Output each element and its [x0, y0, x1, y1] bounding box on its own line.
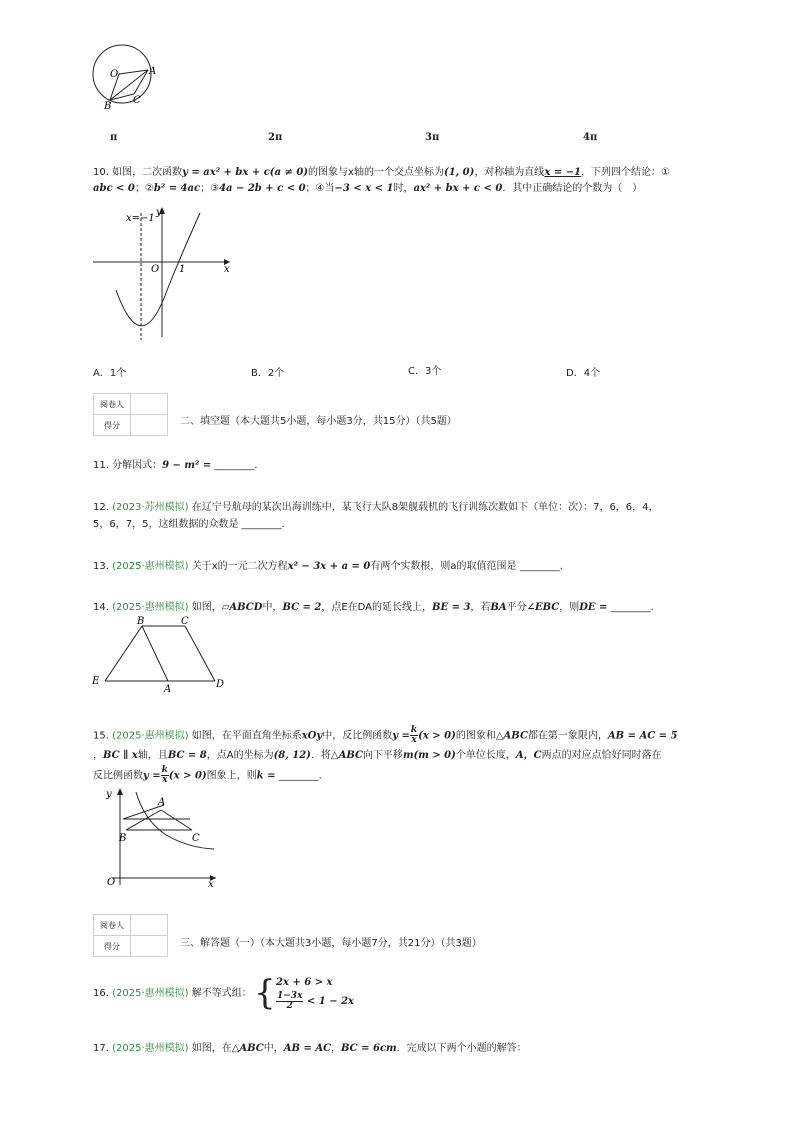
- q9-label-a: A: [149, 66, 157, 77]
- q15-number: 15.: [93, 730, 109, 742]
- q15-end: ．: [318, 770, 329, 782]
- q16-denominator: 2: [286, 1001, 293, 1011]
- q10-axis: x = −1: [544, 167, 581, 178]
- q16-number: 16.: [93, 988, 109, 999]
- q14-ba: BA: [490, 602, 507, 613]
- q14-text3: ，点E在DA的延长线上，: [321, 602, 433, 613]
- q11-text: 分解因式：: [112, 460, 163, 471]
- score-cell-2[interactable]: [131, 936, 168, 957]
- q15-y2: y =: [143, 770, 161, 782]
- q10-text1d: ，下列四个结论：①: [580, 167, 670, 178]
- q14-blank[interactable]: ________: [610, 602, 651, 613]
- score-box-section3: [93, 914, 168, 957]
- q16-line1: 2x + 6 > x: [276, 977, 333, 988]
- reviewer-cell-2[interactable]: [131, 915, 168, 936]
- q15-x-label: x: [208, 879, 214, 890]
- q10-option-c[interactable]: C．3个: [408, 366, 442, 377]
- q10-stmt2: b² = 4ac: [153, 183, 201, 194]
- q10-text1c: ，对称轴为直线: [474, 167, 545, 178]
- q9-option-a[interactable]: π: [110, 132, 118, 143]
- q14-text2: 中，: [262, 602, 283, 613]
- q15-xoy: xOy: [301, 730, 323, 742]
- q15-condition: (x > 0): [418, 730, 456, 742]
- q17-text2: 中，: [263, 1043, 284, 1054]
- q17-text3: ，: [331, 1043, 342, 1054]
- q10-y-label: y: [156, 207, 162, 218]
- q16-line2: [276, 992, 354, 1011]
- q13-number: 13.: [93, 561, 109, 572]
- q12-source-tag: (2023·苏州模拟): [112, 502, 189, 513]
- q14-text5: 平分: [506, 602, 527, 613]
- q10-x-label: x: [224, 264, 230, 275]
- reviewer-label-2: 阅卷人: [94, 915, 131, 936]
- q15-label-b: B: [119, 833, 127, 844]
- q14-angle: ∠EBC: [526, 602, 560, 613]
- score-label: 得分: [94, 415, 131, 436]
- q15-text8: ．将: [310, 750, 331, 761]
- q15-text5: ，: [93, 750, 103, 761]
- q15-line2: [93, 749, 662, 763]
- q17-text4: ．完成以下两个小题的解答：: [396, 1043, 527, 1054]
- q17: [93, 1042, 527, 1056]
- q14-parallelogram: ▱ABCD: [221, 602, 263, 613]
- q12-text2: 5，6，7，5，这组数据的众数是: [93, 519, 239, 530]
- q15-text7: ，点A的坐标为: [206, 750, 274, 761]
- q14-text1: 如图，: [191, 602, 222, 613]
- q9-option-b[interactable]: 2π: [268, 132, 283, 143]
- q9-label-c: C: [133, 95, 141, 106]
- q10-sep3: ；③: [200, 183, 220, 194]
- q9-label-o: O: [110, 69, 119, 80]
- q14-label-d: D: [216, 679, 225, 690]
- q10-line1: [93, 166, 670, 180]
- q16-rhs: < 1 − 2x: [306, 996, 355, 1007]
- q14-text4: ，若: [470, 602, 491, 613]
- q17-triangle: △ABC: [231, 1043, 264, 1054]
- score-box-section2: [93, 393, 168, 436]
- q15-k: k: [410, 725, 418, 735]
- section2-heading: 二、填空题（本大题共5小题，每小题3分，共15分）（共5题）: [180, 416, 457, 427]
- q12-line1: [93, 501, 659, 515]
- q10-option-d[interactable]: D．4个: [566, 368, 601, 379]
- q10-equation: y = ax² + bx + c(a ≠ 0): [182, 167, 309, 178]
- score-label-2: 得分: [94, 936, 131, 957]
- q15-fraction: [410, 726, 418, 745]
- q15-k-eq: k =: [256, 770, 276, 782]
- q15-text1: 如图，在平面直角坐标系: [191, 730, 302, 742]
- q16-brace: {: [254, 973, 276, 1013]
- q15-triangle: △ABC: [495, 730, 528, 742]
- q14-number: 14.: [93, 602, 109, 613]
- q10-line2: [93, 182, 642, 196]
- q15-k2: k: [161, 765, 168, 775]
- q10-text1b: 的图象与x轴的一个交点坐标为: [308, 167, 444, 178]
- q14-end: ．: [650, 602, 661, 613]
- q15-line3: [93, 766, 329, 787]
- q10-sep4: ；④当: [305, 183, 335, 194]
- q11-number: 11.: [93, 460, 109, 471]
- q14-label-a: A: [164, 684, 172, 695]
- q15-source-tag: (2025·惠州模拟): [112, 730, 189, 742]
- q10-option-b[interactable]: B．2个: [251, 368, 285, 379]
- q9-option-d[interactable]: 4π: [583, 132, 598, 143]
- q13-equation: x² − 3x + a = 0: [287, 561, 371, 572]
- q16-source-tag: (2025·惠州模拟): [112, 988, 189, 999]
- q15-ab: AB = AC = 5: [607, 730, 678, 742]
- q15-ac: A，C: [515, 750, 542, 761]
- q12-number: 12.: [93, 502, 109, 513]
- q10-question: ．其中正确结论的个数为（ ）: [502, 183, 643, 194]
- q15-blank[interactable]: ________: [278, 770, 319, 782]
- q16-text: 解不等式组：: [191, 988, 252, 999]
- q17-ab: AB = AC: [283, 1043, 332, 1054]
- q15-text10: 个单位长度，: [455, 750, 516, 761]
- q15-text11: 两点的对应点恰好同时落在: [541, 750, 662, 761]
- q11: [93, 459, 264, 473]
- q10-parabola-graph: [90, 205, 240, 345]
- q15-label-a: A: [158, 797, 166, 808]
- q14-label-b: B: [137, 616, 145, 627]
- q15-fraction2: [161, 766, 169, 785]
- q13-source-tag: (2025·惠州模拟): [112, 561, 189, 572]
- q17-text1: 如图，在: [191, 1043, 232, 1054]
- q10-stmt1: abc < 0: [93, 183, 135, 194]
- q14-label-c: C: [181, 616, 189, 627]
- q17-source-tag: (2025·惠州模拟): [112, 1043, 189, 1054]
- q15-point: (8, 12): [273, 750, 311, 761]
- q14-bc: BC = 2: [282, 602, 322, 613]
- q15-text3: 的图象和: [455, 730, 496, 742]
- q17-bc: BC = 6cm: [341, 1043, 397, 1054]
- q10-number: 10.: [93, 167, 109, 178]
- q14-de: DE =: [579, 602, 608, 613]
- q9-label-b: B: [104, 101, 112, 112]
- q10-axis-label: x=−1: [126, 213, 155, 224]
- q15-coordinate-figure: [94, 785, 224, 890]
- q16-fraction: [276, 992, 303, 1011]
- q12-line2: [93, 518, 292, 532]
- q13-text1: 关于x的一元二次方程: [191, 561, 288, 572]
- q15-text4: 都在第一象限内，: [527, 730, 608, 742]
- q15-y: y =: [392, 730, 410, 742]
- q15-bc8: BC = 8: [167, 750, 207, 761]
- q15-text2: 中，反比例函数: [322, 730, 393, 742]
- q16-numerator: 1−3x: [277, 991, 303, 1001]
- score-cell[interactable]: [131, 415, 168, 436]
- q15-text12: 反比例函数: [93, 770, 143, 782]
- q15-bcx: BC ∥ x: [103, 750, 138, 761]
- q10-origin-label: O: [151, 264, 160, 275]
- q15-line1: [93, 726, 677, 747]
- q12-end: ．: [281, 519, 292, 530]
- q15-condition2: (x > 0): [168, 770, 207, 782]
- q13-text2: 有两个实数根，则a的取值范围是: [370, 561, 517, 572]
- q11-expression: 9 − m² =: [162, 460, 212, 471]
- q13-blank[interactable]: ________: [519, 561, 560, 572]
- q14-be: BE = 3: [432, 602, 471, 613]
- q10-range: −3 < x < 1: [334, 183, 394, 194]
- section3-heading: 三、解答题（一）（本大题共3小题，每小题7分，共21分）（共3题）: [180, 938, 482, 949]
- q17-number: 17.: [93, 1043, 109, 1054]
- q10-when: 时，: [393, 183, 414, 194]
- q12-blank[interactable]: ________: [241, 519, 282, 530]
- q13-end: ．: [559, 561, 570, 572]
- q15-x2: x: [162, 775, 168, 785]
- q14-label-e: E: [92, 676, 100, 687]
- q10-point: (1, 0): [443, 167, 475, 178]
- q10-one-label: 1: [179, 264, 186, 275]
- q14-source-tag: (2025·惠州模拟): [112, 602, 189, 613]
- q11-blank[interactable]: ________: [214, 460, 255, 471]
- q15-y-label: y: [106, 789, 112, 800]
- q10-ineq: ax² + bx + c < 0: [413, 183, 503, 194]
- q10-sep2: ；②: [134, 183, 154, 194]
- q10-option-a[interactable]: A．1个: [93, 368, 127, 379]
- reviewer-label: 阅卷人: [94, 394, 131, 415]
- q13: [93, 560, 570, 574]
- reviewer-cell[interactable]: [131, 394, 168, 415]
- q15-label-c: C: [192, 833, 200, 844]
- q14-parallelogram-figure: [88, 613, 238, 695]
- q15-text6: 轴，且: [137, 750, 168, 761]
- q15-triangle2: △ABC: [330, 750, 363, 761]
- q14-text6: ，则: [559, 602, 580, 613]
- q15-text13: 图象上，则: [206, 770, 257, 782]
- q15-label-o: O: [107, 877, 116, 888]
- q10-stmt3: 4a − 2b + c < 0: [219, 183, 306, 194]
- q10-text1: 如图，二次函数: [112, 167, 183, 178]
- q15-x: x: [411, 735, 417, 745]
- q15-m: m(m > 0): [402, 750, 456, 761]
- q16: [93, 987, 252, 1001]
- q11-end: ．: [254, 460, 265, 471]
- q9-option-c[interactable]: 3π: [425, 132, 440, 143]
- q12-text1: 在辽宁号航母的某次出海训练中，某飞行大队8架舰载机的飞行训练次数如下（单位：次）：7，6，6，4，: [191, 502, 659, 513]
- q15-text9: 向下平移: [362, 750, 403, 761]
- q9-circle-figure: [90, 40, 160, 112]
